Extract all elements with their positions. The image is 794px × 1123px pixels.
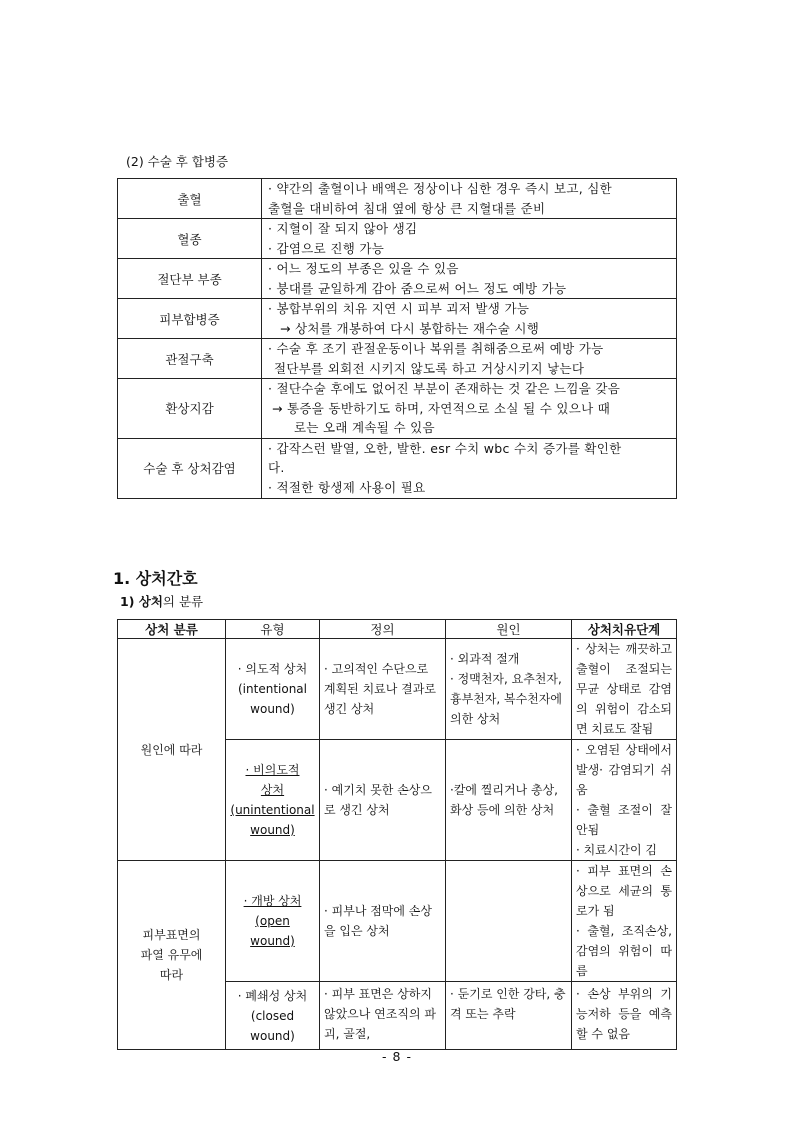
group-label: 원인에 따라 xyxy=(118,639,226,861)
table-row xyxy=(118,639,677,740)
row-description: · 절단수술 후에도 없어진 부분이 존재하는 것 같은 느낌을 갖음 → 통증을 동반하기도 하며, 자연적으로 소실 될 수 있으나 때 로는 오래 계속될 수 있음 xyxy=(262,379,677,439)
row-description: · 지혈이 잘 되지 않아 생김 · 감염으로 진행 가능 xyxy=(262,219,677,259)
section-heading: (2) 수술 후 합병증 xyxy=(126,154,229,169)
row-description: · 어느 정도의 부종은 있을 수 있음 · 붕대를 균일하게 감아 줌으로써 어느 정도 예방 가능 xyxy=(262,259,677,299)
cause-cell: · 둔기로 인한 강타, 충격 또는 추락 xyxy=(446,982,572,1050)
cause-cell: ·칼에 찔리거나 총상, 화상 등에 의한 상처 xyxy=(446,740,572,861)
header-cell: 유형 xyxy=(226,620,320,639)
complications-table xyxy=(117,178,677,499)
table-row xyxy=(118,259,677,299)
table-row xyxy=(118,299,677,339)
cause-cell xyxy=(446,861,572,982)
row-label: 출혈 xyxy=(118,179,262,219)
row-label: 절단부 부종 xyxy=(118,259,262,299)
definition-cell: · 예기치 못한 손상으로 생긴 상처 xyxy=(320,740,446,861)
healing-cell: · 상처는 깨끗하고 출혈이 조절되는 무균 상태로 감염의 위험이 감소되면 치료도 잘됨 xyxy=(572,639,677,740)
type-cell: · 폐쇄성 상처 (closed wound) xyxy=(226,982,320,1050)
type-cell: · 비의도적 상처 (unintentional wound) xyxy=(226,740,320,861)
row-description: · 봉합부위의 치유 지연 시 피부 괴저 발생 가능 → 상처를 개봉하여 다시 봉합하는 재수술 시행 xyxy=(262,299,677,339)
table-row xyxy=(118,339,677,379)
header-cell: 상처치유단계 xyxy=(572,620,677,639)
type-cell: · 개방 상처 (open wound) xyxy=(226,861,320,982)
definition-cell: · 피부 표면은 상하지 않았으나 연조직의 파괴, 골절, xyxy=(320,982,446,1050)
row-label: 관절구축 xyxy=(118,339,262,379)
row-label: 환상지감 xyxy=(118,379,262,439)
header-cell: 상처 분류 xyxy=(118,620,226,639)
healing-cell: · 오염된 상태에서 발생· 감염되기 쉬움 · 출혈 조절이 잘 안됨 · 치료시간이 김 xyxy=(572,740,677,861)
wound-classification-table xyxy=(117,619,677,1050)
cause-cell: · 외과적 절개 · 정맥천자, 요추천자, 흉부천자, 복수천자에 의한 상처 xyxy=(446,639,572,740)
header-cell: 정의 xyxy=(320,620,446,639)
sub-heading: 1) 상처의 분류 xyxy=(120,594,204,609)
table-row xyxy=(118,438,677,498)
row-description: · 수술 후 조기 관절운동이나 복위를 취해줌으로써 예방 가능 절단부를 외회전 시키지 않도록 하고 거상시키지 낳는다 xyxy=(262,339,677,379)
healing-cell: · 손상 부위의 기능저하 등을 예측할 수 없음 xyxy=(572,982,677,1050)
definition-cell: · 피부나 점막에 손상을 입은 상처 xyxy=(320,861,446,982)
table-row xyxy=(118,219,677,259)
header-cell: 원인 xyxy=(446,620,572,639)
healing-cell: · 피부 표면의 손상으로 세균의 통로가 됨 · 출혈, 조직손상, 감염의 위험이 따름 xyxy=(572,861,677,982)
row-label: 수술 후 상처감염 xyxy=(118,438,262,498)
main-heading: 1. 상처간호 xyxy=(113,569,198,588)
row-description: · 약간의 출혈이나 배액은 정상이나 심한 경우 즉시 보고, 심한 출혈을 대비하여 침대 옆에 항상 큰 지혈대를 준비 xyxy=(262,179,677,219)
table-row xyxy=(118,179,677,219)
table-row xyxy=(118,379,677,439)
row-description: · 갑작스런 발열, 오한, 발한. esr 수치 wbc 수치 증가를 확인한 다. · 적절한 항생제 사용이 필요 xyxy=(262,438,677,498)
definition-cell: · 고의적인 수단으로 계획된 치료나 결과로 생긴 상처 xyxy=(320,639,446,740)
type-cell: · 의도적 상처 (intentional wound) xyxy=(226,639,320,740)
page-number: - 8 - xyxy=(382,1049,412,1064)
row-label: 혈종 xyxy=(118,219,262,259)
row-label: 피부합병증 xyxy=(118,299,262,339)
table-header-row xyxy=(118,620,677,639)
table-row xyxy=(118,861,677,982)
group-label: 피부표면의 파열 유무에 따라 xyxy=(118,861,226,1050)
